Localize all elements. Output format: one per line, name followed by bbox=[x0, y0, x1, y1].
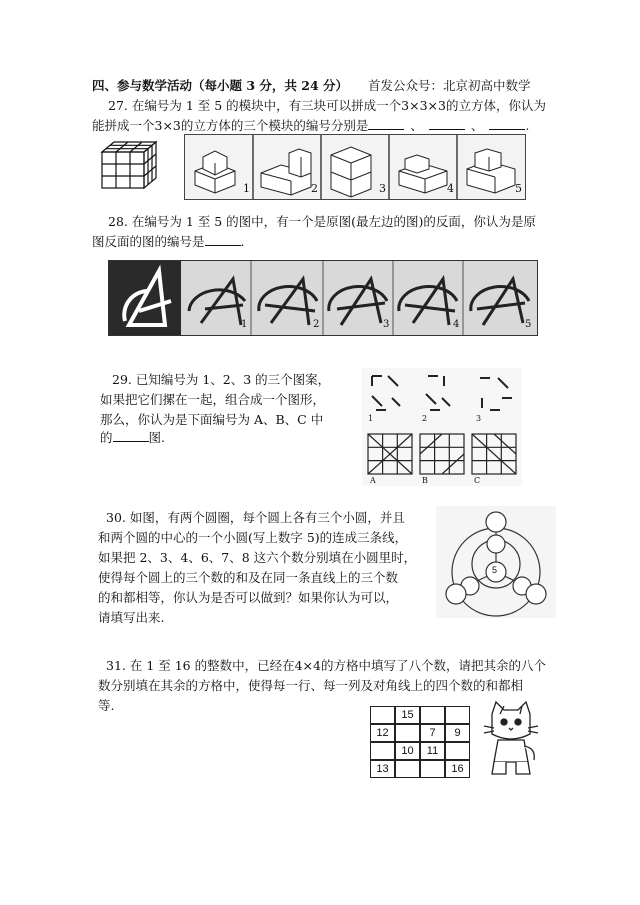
q29-top-label-2: 2 bbox=[422, 414, 428, 423]
q31-line2: 数分别填在其余的方格中，使得每一行、每一列及对角线上的四个数的和都相 bbox=[98, 678, 524, 693]
q27-blank-2[interactable] bbox=[429, 117, 465, 130]
q27-separator-1: 、 bbox=[410, 118, 423, 133]
q28-figures-strip bbox=[108, 260, 538, 336]
q29-line4-pre: 的 bbox=[100, 430, 113, 445]
q28-line2-text: 图反面的图的编号是 bbox=[92, 234, 205, 249]
q30-line4: 使得每个圆上的三个数的和及在同一条直线上的三个数 bbox=[98, 570, 399, 585]
q30-line6: 请填写出来. bbox=[98, 610, 165, 625]
grid-cell-r4c1[interactable]: 13 bbox=[370, 760, 395, 778]
grid-cell-r4c3[interactable] bbox=[420, 760, 445, 778]
grid-cell-r2c1[interactable]: 12 bbox=[370, 724, 395, 742]
q28-label-3: 3 bbox=[383, 319, 390, 330]
q27-line2-text: 能拼成一个3×3的立方体的三个模块的编号分别是 bbox=[92, 118, 369, 133]
q28-line1: 28. 在编号为 1 至 5 的图中，有一个是原图(最左边的图)的反面，你认为是原 bbox=[108, 214, 536, 229]
q27-period: . bbox=[525, 118, 530, 133]
q27-modules-strip bbox=[184, 134, 526, 200]
q30-line5: 的和都相等，你认为是否可以做到？如果你认为可以， bbox=[98, 590, 399, 605]
grid-cell-r2c3[interactable]: 7 bbox=[420, 724, 445, 742]
grid-cell-r3c3[interactable]: 11 bbox=[420, 742, 445, 760]
grid-cell-r3c2[interactable]: 10 bbox=[395, 742, 420, 760]
q30-circles-figure bbox=[436, 506, 556, 618]
q30-center-number: 5 bbox=[492, 565, 498, 575]
q28-label-2: 2 bbox=[313, 319, 320, 330]
q27-blank-3[interactable] bbox=[489, 117, 525, 130]
magic-square-grid bbox=[370, 706, 470, 778]
module-label-3: 3 bbox=[379, 182, 386, 195]
q27-line1: 27. 在编号为 1 至 5 的模块中，有三块可以拼成一个3×3×3的立方体，你认为 bbox=[108, 98, 546, 113]
module-label-2: 2 bbox=[311, 182, 318, 195]
grid-cell-r2c2[interactable] bbox=[395, 724, 420, 742]
q28-line2 bbox=[92, 232, 245, 251]
q29-bottom-label-a: A bbox=[370, 476, 376, 485]
q29-top-label-1: 1 bbox=[368, 414, 374, 423]
watermark-text: 首发公众号：北京初高中数学 bbox=[368, 78, 531, 93]
section-title: 四、参与数学活动（每小题 3 分，共 24 分） bbox=[92, 78, 349, 93]
q28-period: . bbox=[240, 234, 245, 249]
cat-illustration bbox=[480, 700, 542, 780]
q30-line1: 30. 如图，有两个圆圈，每个圆上各有三个小圆，并且 bbox=[106, 510, 405, 525]
grid-cell-r4c2[interactable] bbox=[395, 760, 420, 778]
q30-line2: 和两个圆的中心的一个小圆(写上数字 5)的连成三条线， bbox=[98, 530, 408, 545]
q31-line3: 等. bbox=[98, 698, 115, 713]
grid-cell-r1c3[interactable] bbox=[420, 706, 445, 724]
q28-label-4: 4 bbox=[453, 319, 460, 330]
q28-label-1: 1 bbox=[241, 319, 248, 330]
q29-top-label-3: 3 bbox=[476, 414, 482, 423]
q30-line3: 如果把 2、3、4、6、7、8 这六个数分别填在小圆里时， bbox=[98, 550, 417, 565]
grid-cell-r1c1[interactable] bbox=[370, 706, 395, 724]
q28-label-5: 5 bbox=[525, 319, 532, 330]
grid-cell-r3c4[interactable] bbox=[445, 742, 470, 760]
q29-blank[interactable] bbox=[113, 429, 149, 442]
q27-modules-drawing bbox=[185, 135, 525, 199]
q29-patterns-drawing bbox=[362, 368, 522, 486]
q29-line4 bbox=[100, 428, 165, 447]
q29-line4-post: 图. bbox=[148, 430, 165, 445]
q27-blank-1[interactable] bbox=[368, 117, 404, 130]
module-label-5: 5 bbox=[515, 182, 522, 195]
grid-cell-r3c1[interactable] bbox=[370, 742, 395, 760]
grid-cell-r2c4[interactable]: 9 bbox=[445, 724, 470, 742]
q27-line2 bbox=[92, 116, 529, 135]
grid-cell-r1c2[interactable]: 15 bbox=[395, 706, 420, 724]
q31-line1: 31. 在 1 至 16 的整数中，已经在4×4的方格中填写了八个数，请把其余的八个 bbox=[106, 658, 546, 673]
cube-3x3-illustration bbox=[100, 140, 162, 190]
q29-bottom-label-c: C bbox=[474, 476, 481, 485]
q29-line3: 那么，你认为是下面编号为 A、B、C 中 bbox=[100, 412, 324, 427]
q27-separator-2: 、 bbox=[470, 118, 484, 133]
q29-line1: 29. 已知编号为 1、2、3 的三个图案， bbox=[112, 372, 331, 387]
q30-circles-drawing bbox=[436, 506, 556, 618]
module-label-1: 1 bbox=[243, 182, 250, 195]
q28-figures-drawing bbox=[109, 261, 537, 335]
q29-figure bbox=[362, 368, 522, 486]
q29-line2: 如果把它们摞在一起，组合成一个图形， bbox=[100, 392, 326, 407]
module-label-4: 4 bbox=[447, 182, 454, 195]
q28-blank[interactable] bbox=[205, 233, 241, 246]
grid-cell-r4c4[interactable]: 16 bbox=[445, 760, 470, 778]
grid-cell-r1c4[interactable] bbox=[445, 706, 470, 724]
q29-bottom-label-b: B bbox=[422, 476, 428, 485]
